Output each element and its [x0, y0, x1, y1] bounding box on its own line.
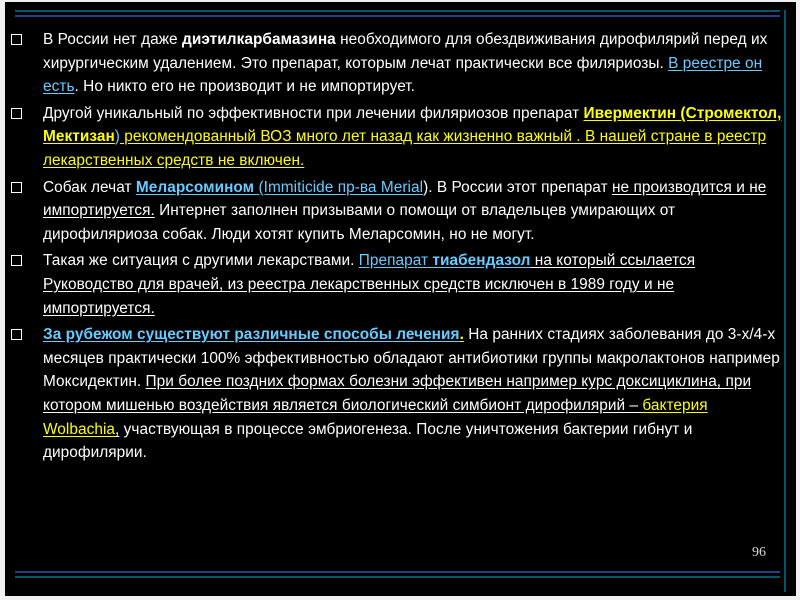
- bullet-item-2: Другой уникальный по эффективности при лечении филяриозов препарат Ивермектин (Стромектол, Мектизан) рекомендованный ВОЗ много лет назад как жизненно важный . В нашей стране в реестр лекарственных средств не включен.: [5, 102, 787, 173]
- link-not-produced[interactable]: не производится и не импортируется.: [43, 178, 767, 220]
- link-preparation[interactable]: Препарат: [358, 252, 433, 270]
- top-border-line: [15, 10, 780, 12]
- link-wolbachia[interactable]: бактерия Wolbachia: [43, 396, 708, 438]
- bullet-item-3: Собак лечат Меларсомином (Immiticide пр-ва Merial). В России этот препарат не производится и не импортируется. Интернет заполнен призывами о помощи от владельцев умирающих от дирофиляриоза собак. Люди хотят купить Меларсомин, но не могут.: [5, 176, 787, 247]
- bullet-item-1: В России нет даже диэтилкарбамазина необходимого для обездвиживания дирофилярий перед их хирургическим удалением. Это препарат, которым лечат практически все филяриозы. В реестре он есть. Но никто его не производит и не импортирует.: [5, 28, 787, 99]
- bullet-list: [5, 28, 787, 468]
- link-in-registry[interactable]: В реестре он есть: [43, 54, 763, 96]
- drug-name-diethylcarbamazine: диэтилкарбамазина: [182, 31, 336, 48]
- drug-name-melarsomine[interactable]: Меларсомином: [135, 178, 259, 196]
- bullet-marker-icon: [11, 255, 22, 266]
- bottom-border-line: [15, 576, 780, 578]
- bottom-border-line-2: [15, 571, 780, 573]
- top-border-line-2: [15, 15, 780, 17]
- bullet-marker-icon: [11, 182, 22, 193]
- bullet-item-4: Такая же ситуация с другими лекарствами. Препарат тиабендазол на который ссылается Руководство для врачей, из реестра лекарственных средств исключен в 1989 году и не импортируется.: [5, 249, 787, 320]
- drug-name-ivermectin[interactable]: Ивермектин (Стромектол, Мектизан: [43, 104, 782, 146]
- link-excluded-from-registry[interactable]: на который ссылается Руководство для врачей, из реестра лекарственных средств исключен в 1989 году и не импортируется.: [43, 252, 696, 317]
- bullet-marker-icon: [11, 34, 22, 45]
- bullet-marker-icon: [11, 108, 22, 119]
- link-immiticide[interactable]: (Immiticide пр-ва Merial: [258, 178, 424, 196]
- link-doxycycline[interactable]: При более поздних формах болезни эффективен например курс доксициклина, при котором мишенью воздействия является биологический симбионт дирофилярий –: [43, 373, 752, 414]
- link-who-recommended[interactable]: рекомендованный ВОЗ много лет назад как жизненно важный . В нашей стране в реестр лекарственных средств не включен.: [43, 128, 767, 169]
- page-number: 96: [752, 545, 766, 560]
- bullet-marker-icon: [11, 329, 22, 340]
- slide: [5, 2, 796, 596]
- bullet-item-5: За рубежом существуют различные способы лечения. На ранних стадиях заболевания до 3-х/4-х месяцев практически 100% эффективностью обладают антибиотики группы макролактонов например Моксидектин. При более поздних формах болезни эффективен например курс доксициклина, при котором мишенью воздействия является биологический симбионт дирофилярий – бактерия Wolbachia, участвующая в процессе эмбриогенеза. После уничтожения бактерии гибнут и дирофилярии.: [5, 323, 787, 465]
- drug-name-thiabendazole[interactable]: тиабендазол: [432, 252, 531, 270]
- heading-treatment-abroad[interactable]: За рубежом существуют различные способы лечения: [43, 326, 460, 344]
